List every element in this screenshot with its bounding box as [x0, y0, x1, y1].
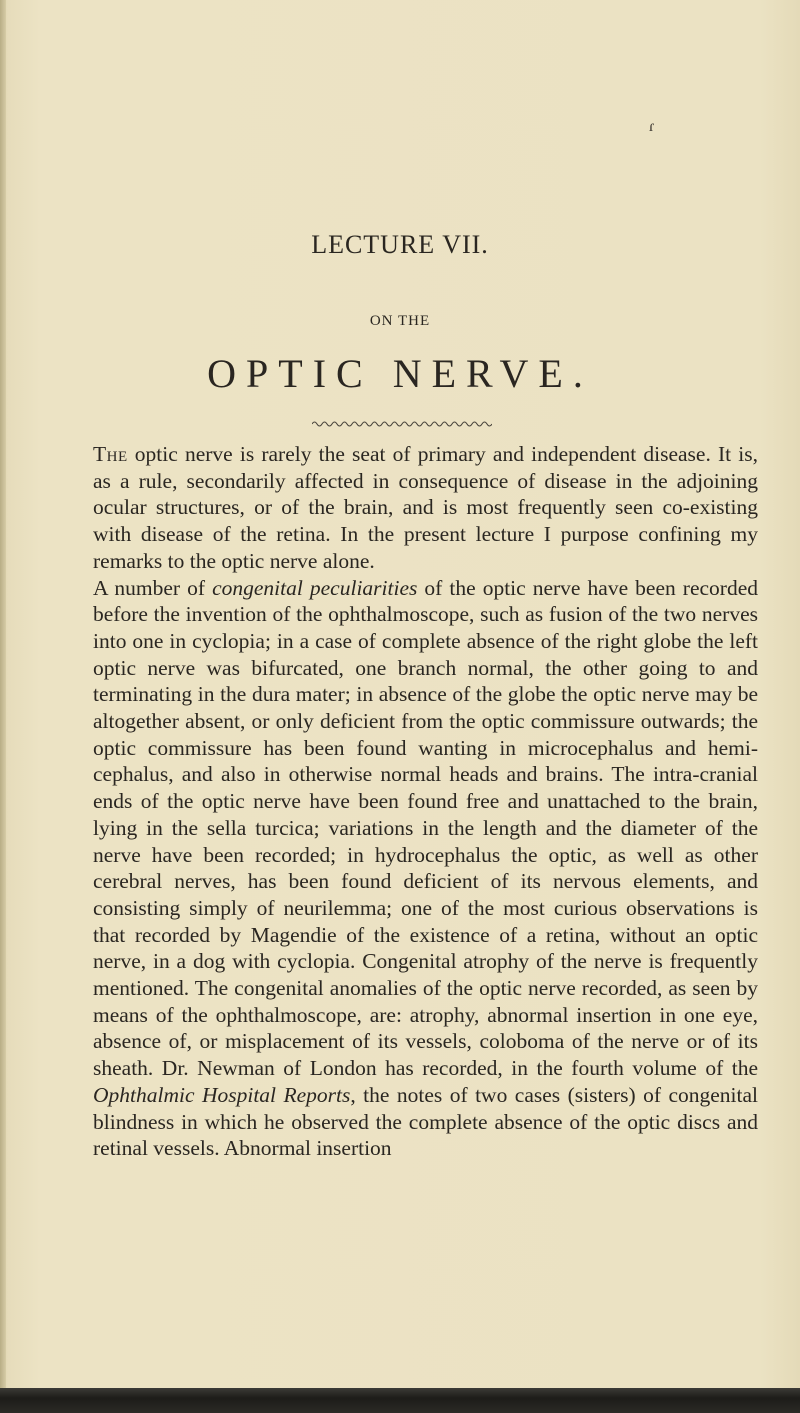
lecture-title: LECTURE VII. — [311, 230, 489, 259]
paragraph — [93, 575, 758, 1162]
main-heading: OPTIC NERVE. — [207, 351, 593, 396]
paragraph-lead-word: The — [93, 442, 128, 466]
paragraph — [93, 441, 758, 575]
paragraph-text: of the optic nerve have been recorded before the invention of the ophthalmoscope, such as fusion of the two nerves into one in cyclopia; in a case of complete absence of the right globe the left optic nerve was bifurcated, one branch normal, the other going to and terminating in the dura mater; in absence of the globe the optic nerve may be altogether absent, or only deficient from the optic commissure outwards; the optic commissure has been found wanting in microcephalus and hemi-cephalus, and also in otherwise normal heads and brains. The intra-cranial ends of the optic nerve have been found free and unattached to the brain, lying in the sella turcica; variations in the length and the diameter of the nerve have been recorded; in hydrocephalus the optic, as well as other cerebral nerves, has been found deficient of its nervous elements, and consisting simply of neurilemma; one of the most curious observations is that recorded by Magendie of the existence of a retina, without an optic nerve, in a dog with cyclopia. Congenital atrophy of the nerve is frequently mentioned. The congenital anomalies of the optic nerve recorded, as seen by means of the ophthalmoscope, are: atrophy, abnormal insertion in one eye, absence of, or misplacement of its vessels, coloboma of the nerve or of its sheath. Dr. Newman of London has recorded, in the fourth volume of the — [93, 575, 758, 1081]
journal-title: Ophthalmic Hospital Reports — [93, 1082, 351, 1107]
wavy-rule-divider — [312, 419, 492, 429]
paragraph-text: , the notes of two cases (sisters) of congenital blindness in which he observed the complete absence of the optic discs and retinal vessels. Abnormal insertion — [93, 1082, 758, 1161]
scan-bottom-edge — [0, 1388, 800, 1413]
on-the-caption: ON THE — [369, 313, 431, 329]
body-text — [93, 441, 758, 1162]
italic-term: congenital peculiarities — [212, 575, 418, 600]
paragraph-text: A number of — [93, 575, 213, 600]
corner-mark: ɾ — [649, 118, 655, 135]
page-binding-edge — [0, 0, 6, 1413]
paragraph-text: optic nerve is rarely the seat of primary and independent disease. It is, as a rule, secondarily affected in consequence of disease in the adjoining ocular structures, or of the brain, and is most frequently seen co-existing with disease of the retina. In the present lecture I purpose confining my remarks to the optic nerve alone. — [93, 442, 758, 573]
